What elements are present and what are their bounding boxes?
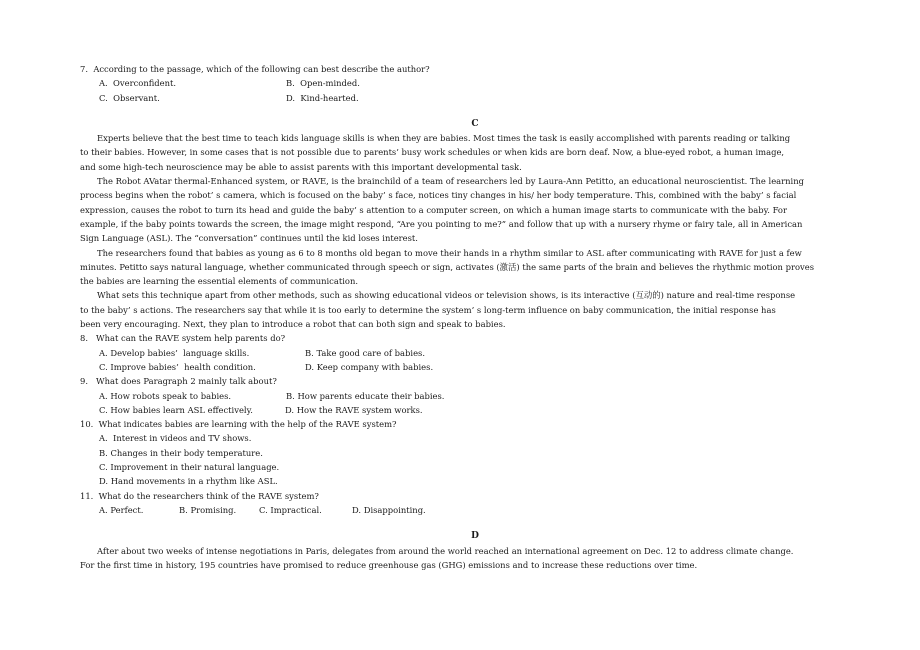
question-11-stem: 11. What do the researchers think of the RAVE system? [80,490,319,501]
section-c-paragraph-3 [80,246,870,289]
question-11-option-a: A. Perfect. [99,504,144,515]
question-10-option-c: C. Improvement in their natural language. [99,462,280,473]
passage-line: to their babies. However, in some cases that is not possible due to parents’ busy work schedules or when kids are born deaf. Now, a blue-eyed robot, a human image, [80,147,785,158]
question-7-options-row-1 [80,76,870,90]
question-8-option-d: D. Keep company with babies. [305,361,434,372]
question-11-option-c: C. Impractical. [259,504,322,515]
passage-line: Sign Language (ASL). The “conversation” continues until the kid loses interest. [80,233,418,244]
question-7-option-a: A. Overconfident. [99,78,177,89]
section-c-paragraph-4 [80,288,870,331]
question-11-option-b: B. Promising. [179,504,237,515]
question-9-stem: 9. What does Paragraph 2 mainly talk about? [80,376,277,387]
question-9-option-d: D. How the RAVE system works. [285,404,423,415]
question-10-option-d: D. Hand movements in a rhythm like ASL. [99,476,278,487]
passage-line: minutes. Petitto says natural language, whether communicated through speech or sign, activates (激活) the same parts of the brain and believes the rhythmic motion proves [80,261,814,272]
passage-line: the babies are learning the essential elements of communication. [80,276,359,287]
question-8-stem: 8. What can the RAVE system help parents do? [80,333,286,344]
question-7-option-d: D. Kind-hearted. [286,92,359,103]
section-d-heading: D [471,531,479,542]
question-7-option-b: B. Open-minded. [286,78,360,89]
passage-line: been very encouraging. Next, they plan to introduce a robot that can both sign and speak to babies. [80,319,506,330]
question-11-option-d: D. Disappointing. [352,504,426,515]
passage-line: The researchers found that babies as young as 6 to 8 months old began to move their hands in a rhythm similar to ASL after communicating with RAVE for just a few [97,247,802,258]
exam-page [80,62,870,572]
question-7-stem: 7. According to the passage, which of the following can best describe the author? [80,64,430,74]
passage-line: process begins when the robot’ s camera, which is focused on the baby’ s face, notices tiny changes in his/ her body temperature. This, combined with the baby’ s facial [80,190,797,201]
passage-line: example, if the baby points towards the screen, the image might respond, “Are you pointing to me?” and follow that up with a nursery rhyme or fairy tale, all in American [80,218,803,229]
passage-line: Experts believe that the best time to teach kids language skills is when they are babies. Most times the task is easily accomplished with parents reading or talking [97,133,791,144]
question-10-option-b: B. Changes in their body temperature. [99,447,263,458]
passage-line: and some high-tech neuroscience may be able to assist parents with this important developmental task. [80,161,522,172]
question-9-option-b: B. How parents educate their babies. [286,390,445,401]
question-7-option-c: C. Observant. [99,92,160,103]
question-8-option-c: C. Improve babies’ health condition. [99,361,256,372]
section-c-heading: C [471,118,479,129]
question-7-options-row-2 [80,91,870,105]
question-11-options-row [80,503,870,517]
passage-line: to the baby’ s actions. The researchers say that while it is too early to determine the system’ s long-term influence on baby communication, the initial response has [80,304,776,315]
question-8-options-row-2 [80,360,870,374]
section-c-paragraph-2 [80,174,870,245]
question-9-options-row-1 [80,389,870,403]
section-c-paragraph-1 [80,131,870,174]
question-9-option-c: C. How babies learn ASL effectively. [99,404,253,415]
passage-line: expression, causes the robot to turn its head and guide the baby’ s attention to a computer screen, on which a human image starts to communicate with the baby. For [80,204,787,215]
spacer [80,517,870,529]
question-8-options-row-1 [80,346,870,360]
question-10-stem: 10. What indicates babies are learning with the help of the RAVE system? [80,419,397,430]
passage-line: What sets this technique apart from other methods, such as showing educational videos or television shows, is its interactive (互动的) nature and real-time response [97,290,796,301]
passage-line: After about two weeks of intense negotiations in Paris, delegates from around the world reached an international agreement on Dec. 12 to address climate change. [97,545,794,556]
question-10-option-a: A. Interest in videos and TV shows. [99,433,252,444]
question-8-option-b: B. Take good care of babies. [305,347,425,358]
question-9-option-a: A. How robots speak to babies. [99,390,232,401]
passage-line: For the first time in history, 195 countries have promised to reduce greenhouse gas (GHG) emissions and to increase these reductions over time. [80,559,698,570]
question-8-option-a: A. Develop babies’ language skills. [99,347,250,358]
spacer [80,105,870,117]
passage-line: The Robot AVatar thermal-Enhanced system, or RAVE, is the brainchild of a team of researchers led by Laura-Ann Petitto, an educational neuroscientist. The learning [97,176,804,187]
question-9-options-row-2 [80,403,870,417]
